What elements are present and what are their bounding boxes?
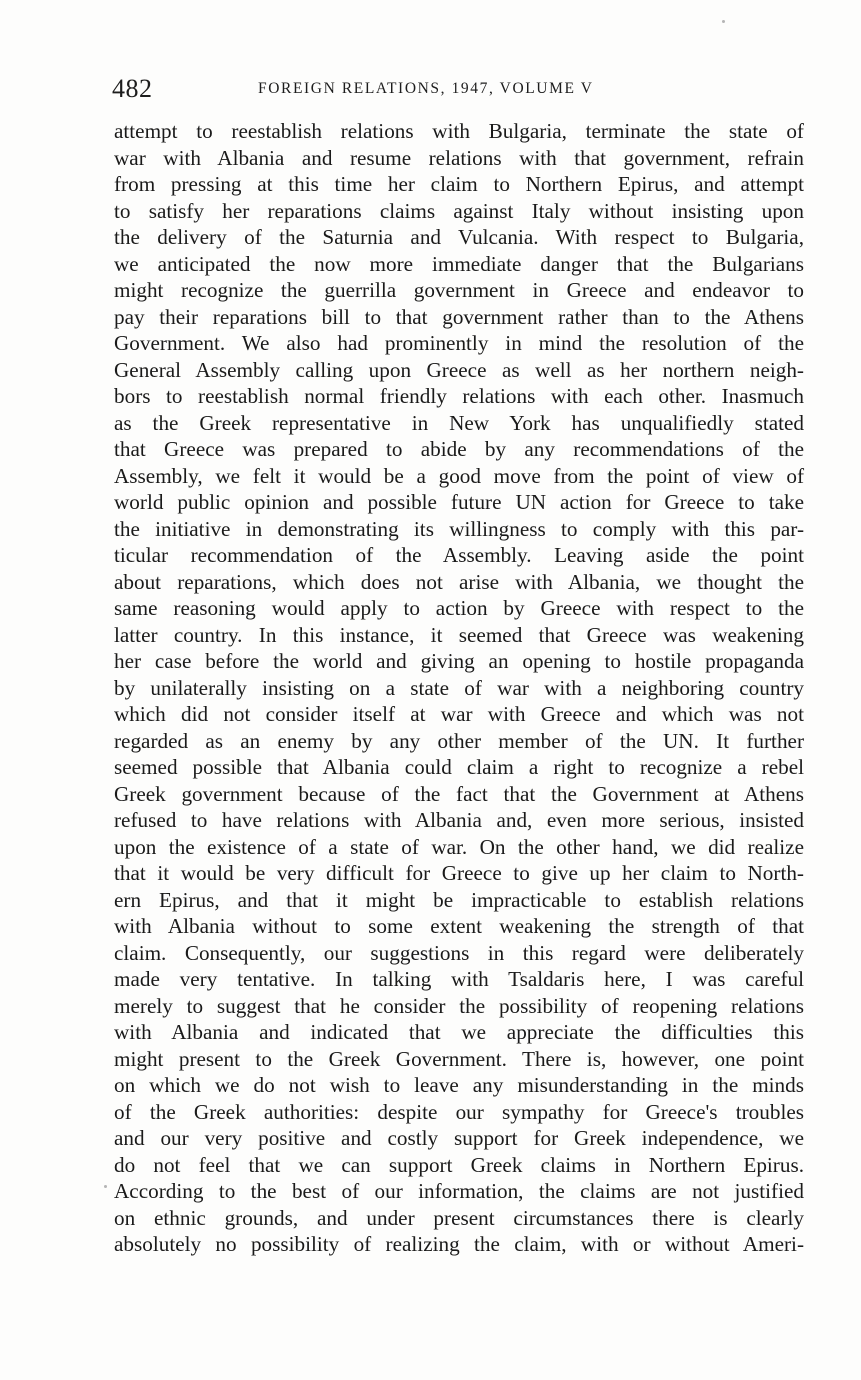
text-line: the initiative in demonstrating its willingness to comply with this par- [114,516,804,541]
text-line: refused to have relations with Albania and, even more serious, insisted [114,808,804,832]
text-line: ern Epirus, and that it might be impracticable to establish relations [114,887,804,912]
text-line: that Greece was prepared to abide by any recommendations of the [114,437,804,461]
text-line: world public opinion and possible future UN action for Greece to take [114,490,804,514]
text-line: bors to reestablish normal friendly relations with each other. Inasmuch [114,384,804,408]
text-line: upon the existence of a state of war. On the other hand, we did realize [114,834,804,859]
text-line: with Albania and indicated that we appreciate the difficulties this [114,1020,804,1044]
text-line: claim. Consequently, our suggestions in this regard were deliberately [114,940,804,965]
text-line: on ethnic grounds, and under present circumstances there is clearly [114,1205,804,1230]
paper-speck [104,1185,107,1188]
text-line: absolutely no possibility of realizing the claim, with or without Ameri- [114,1232,804,1256]
text-line: might present to the Greek Government. There is, however, one point [114,1046,804,1071]
text-line: of the Greek authorities: despite our sympathy for Greece's troubles [114,1099,804,1124]
text-line: from pressing at this time her claim to Northern Epirus, and attempt [114,172,804,196]
text-line: which did not consider itself at war with Greece and which was not [114,702,804,726]
text-line: war with Albania and resume relations with that government, refrain [114,145,804,170]
text-line: seemed possible that Albania could claim a right to recognize a rebel [114,755,804,779]
text-line: regarded as an enemy by any other member of the UN. It further [114,728,804,753]
text-line: same reasoning would apply to action by Greece with respect to the [114,596,804,620]
text-line: ticular recommendation of the Assembly. Leaving aside the point [114,543,804,567]
text-line: According to the best of our information, the claims are not justified [114,1179,804,1203]
text-line: to satisfy her reparations claims against Italy without insisting upon [114,198,804,223]
page-header [112,74,812,104]
text-line: Government. We also had prominently in mind the resolution of the [114,331,804,355]
text-line: Greek government because of the fact that the Government at Athens [114,781,804,806]
text-line: by unilaterally insisting on a state of war with a neighboring country [114,675,804,700]
text-line: General Assembly calling upon Greece as well as her northern neigh- [114,357,804,382]
text-line: we anticipated the now more immediate danger that the Bulgarians [114,251,804,276]
text-line: on which we do not wish to leave any misunderstanding in the minds [114,1073,804,1097]
text-line: made very tentative. In talking with Tsaldaris here, I was careful [114,967,804,991]
text-line: as the Greek representative in New York has unqualifiedly stated [114,410,804,435]
text-line: that it would be very difficult for Greece to give up her claim to North- [114,861,804,885]
text-line: do not feel that we can support Greek claims in Northern Epirus. [114,1152,804,1177]
text-line: with Albania without to some extent weakening the strength of that [114,914,804,938]
text-line: Assembly, we felt it would be a good move from the point of view of [114,463,804,488]
text-line: her case before the world and giving an opening to hostile propaganda [114,649,804,673]
running-head: FOREIGN RELATIONS, 1947, VOLUME V [258,80,594,97]
text-line: merely to suggest that he consider the possibility of reopening relations [114,993,804,1018]
body-text [114,118,804,1258]
text-line: pay their reparations bill to that government rather than to the Athens [114,304,804,329]
text-line: the delivery of the Saturnia and Vulcania. With respect to Bulgaria, [114,225,804,249]
page-number: 482 [112,74,153,103]
text-line: and our very positive and costly support for Greek independence, we [114,1126,804,1150]
text-line: latter country. In this instance, it seemed that Greece was weakening [114,622,804,647]
text-line: attempt to reestablish relations with Bulgaria, terminate the state of [114,119,804,143]
text-line: about reparations, which does not arise with Albania, we thought the [114,569,804,594]
paper-speck [722,20,725,23]
text-line: might recognize the guerrilla government in Greece and endeavor to [114,278,804,302]
